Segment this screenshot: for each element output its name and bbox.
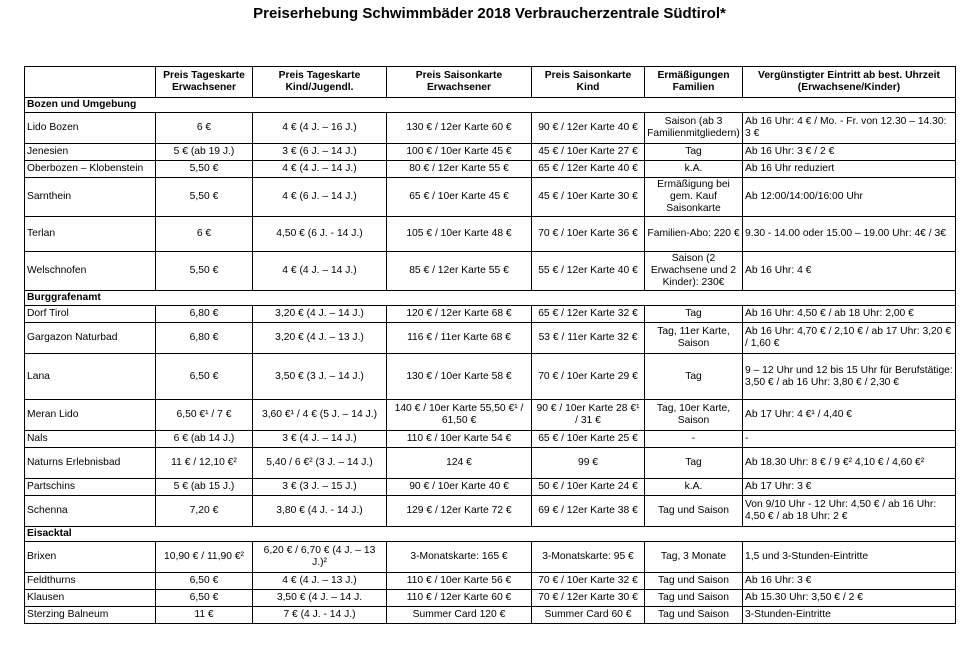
- adult-season-price-cell: 110 € / 10er Karte 56 €: [387, 573, 532, 590]
- child-day-price-cell: 3,20 € (4 J. – 13 J.): [253, 323, 387, 354]
- adult-season-price-cell: Summer Card 120 €: [387, 607, 532, 624]
- reduced-entry-cell: Ab 15.30 Uhr: 3,50 € / 2 €: [743, 590, 956, 607]
- reduced-entry-cell: Ab 16 Uhr: 4 €: [743, 252, 956, 291]
- adult-season-price-cell: 3-Monatskarte: 165 €: [387, 542, 532, 573]
- adult-day-price-cell: 5,50 €: [156, 161, 253, 178]
- family-discount-cell: -: [645, 431, 743, 448]
- family-discount-cell: Saison (ab 3 Familienmitgliedern): [645, 113, 743, 144]
- child-season-price-cell: 69 € / 12er Karte 38 €: [532, 496, 645, 527]
- child-day-price-cell: 4,50 € (6 J. - 14 J.): [253, 217, 387, 252]
- adult-day-price-cell: 5,50 €: [156, 252, 253, 291]
- table-row: [25, 542, 956, 573]
- adult-season-price-cell: 85 € / 12er Karte 55 €: [387, 252, 532, 291]
- section-title: Eisacktal: [25, 527, 956, 542]
- child-season-price-cell: 65 € / 10er Karte 25 €: [532, 431, 645, 448]
- child-season-price-cell: 55 € / 12er Karte 40 €: [532, 252, 645, 291]
- reduced-entry-cell: 9.30 - 14.00 oder 15.00 – 19.00 Uhr: 4€ / 3€: [743, 217, 956, 252]
- family-discount-cell: Tag, 10er Karte, Saison: [645, 400, 743, 431]
- column-header: Preis Tageskarte Erwachsener: [156, 67, 253, 98]
- adult-season-price-cell: 110 € / 12er Karte 60 €: [387, 590, 532, 607]
- pool-name-cell: Nals: [25, 431, 156, 448]
- reduced-entry-cell: Ab 16 Uhr: 4,50 € / ab 18 Uhr: 2,00 €: [743, 306, 956, 323]
- adult-season-price-cell: 130 € / 10er Karte 58 €: [387, 354, 532, 400]
- reduced-entry-cell: 1,5 und 3-Stunden-Eintritte: [743, 542, 956, 573]
- child-day-price-cell: 3,60 €¹ / 4 € (5 J. – 14 J.): [253, 400, 387, 431]
- table-row: [25, 479, 956, 496]
- family-discount-cell: Tag, 11er Karte, Saison: [645, 323, 743, 354]
- family-discount-cell: k.A.: [645, 161, 743, 178]
- adult-season-price-cell: 116 € / 11er Karte 68 €: [387, 323, 532, 354]
- family-discount-cell: Tag und Saison: [645, 573, 743, 590]
- child-day-price-cell: 3 € (3 J. – 15 J.): [253, 479, 387, 496]
- child-day-price-cell: 3,20 € (4 J. – 14 J.): [253, 306, 387, 323]
- family-discount-cell: Tag: [645, 144, 743, 161]
- child-season-price-cell: 45 € / 10er Karte 27 €: [532, 144, 645, 161]
- reduced-entry-cell: Ab 17 Uhr: 3 €: [743, 479, 956, 496]
- family-discount-cell: Tag: [645, 448, 743, 479]
- child-season-price-cell: 65 € / 12er Karte 32 €: [532, 306, 645, 323]
- page-title: Preiserhebung Schwimmbäder 2018 Verbraucherzentrale Südtirol*: [253, 5, 726, 22]
- column-header: Preis Saisonkarte Kind: [532, 67, 645, 98]
- family-discount-cell: Saison (2 Erwachsene und 2 Kinder): 230€: [645, 252, 743, 291]
- adult-season-price-cell: 65 € / 10er Karte 45 €: [387, 178, 532, 217]
- adult-season-price-cell: 110 € / 10er Karte 54 €: [387, 431, 532, 448]
- child-day-price-cell: 5,40 / 6 €² (3 J. – 14 J.): [253, 448, 387, 479]
- adult-season-price-cell: 129 € / 12er Karte 72 €: [387, 496, 532, 527]
- adult-season-price-cell: 100 € / 10er Karte 45 €: [387, 144, 532, 161]
- family-discount-cell: k.A.: [645, 479, 743, 496]
- pool-name-cell: Naturns Erlebnisbad: [25, 448, 156, 479]
- adult-season-price-cell: 90 € / 10er Karte 40 €: [387, 479, 532, 496]
- child-day-price-cell: 4 € (4 J. – 14 J.): [253, 161, 387, 178]
- column-header: Preis Saisonkarte Erwachsener: [387, 67, 532, 98]
- child-season-price-cell: 70 € / 10er Karte 29 €: [532, 354, 645, 400]
- pool-name-cell: Meran Lido: [25, 400, 156, 431]
- reduced-entry-cell: Ab 16 Uhr: 4,70 € / 2,10 € / ab 17 Uhr: 3,20 € / 1,60 €: [743, 323, 956, 354]
- table-row: [25, 607, 956, 624]
- column-header: Vergünstigter Eintritt ab best. Uhrzeit (Erwachsene/Kinder): [743, 67, 956, 98]
- adult-day-price-cell: 5 € (ab 15 J.): [156, 479, 253, 496]
- table-row: [25, 496, 956, 527]
- adult-season-price-cell: 105 € / 10er Karte 48 €: [387, 217, 532, 252]
- table-row: [25, 400, 956, 431]
- table-row: [25, 252, 956, 291]
- table-row: [25, 178, 956, 217]
- pool-name-cell: Brixen: [25, 542, 156, 573]
- adult-day-price-cell: 6,50 €: [156, 573, 253, 590]
- child-season-price-cell: 53 € / 11er Karte 32 €: [532, 323, 645, 354]
- reduced-entry-cell: Von 9/10 Uhr - 12 Uhr: 4,50 € / ab 16 Uhr: 4,50 € / ab 18 Uhr: 2 €: [743, 496, 956, 527]
- adult-day-price-cell: 7,20 €: [156, 496, 253, 527]
- section-header-row: [25, 527, 956, 542]
- table-body: [25, 98, 956, 624]
- child-season-price-cell: 50 € / 10er Karte 24 €: [532, 479, 645, 496]
- family-discount-cell: Tag, 3 Monate: [645, 542, 743, 573]
- adult-day-price-cell: 10,90 € / 11,90 €²: [156, 542, 253, 573]
- reduced-entry-cell: Ab 16 Uhr: 4 € / Mo. - Fr. von 12.30 – 14.30: 3 €: [743, 113, 956, 144]
- child-day-price-cell: 7 € (4 J. - 14 J.): [253, 607, 387, 624]
- family-discount-cell: Ermäßigung bei gem. Kauf Saisonkarte: [645, 178, 743, 217]
- pool-name-cell: Oberbozen – Klobenstein: [25, 161, 156, 178]
- child-day-price-cell: 6,20 € / 6,70 € (4 J. – 13 J.)²: [253, 542, 387, 573]
- price-table: [24, 66, 956, 624]
- section-title: Burggrafenamt: [25, 291, 956, 306]
- adult-day-price-cell: 6,50 €: [156, 590, 253, 607]
- child-day-price-cell: 3,50 € (4 J. – 14 J.: [253, 590, 387, 607]
- child-season-price-cell: Summer Card 60 €: [532, 607, 645, 624]
- adult-day-price-cell: 11 € / 12,10 €²: [156, 448, 253, 479]
- pool-name-cell: Sterzing Balneum: [25, 607, 156, 624]
- family-discount-cell: Tag: [645, 354, 743, 400]
- adult-season-price-cell: 120 € / 12er Karte 68 €: [387, 306, 532, 323]
- adult-season-price-cell: 130 € / 12er Karte 60 €: [387, 113, 532, 144]
- section-title: Bozen und Umgebung: [25, 98, 956, 113]
- child-season-price-cell: 90 € / 10er Karte 28 €¹ / 31 €: [532, 400, 645, 431]
- pool-name-cell: Lana: [25, 354, 156, 400]
- table-row: [25, 217, 956, 252]
- pool-name-cell: Jenesien: [25, 144, 156, 161]
- child-season-price-cell: 3-Monatskarte: 95 €: [532, 542, 645, 573]
- table-row: [25, 323, 956, 354]
- adult-day-price-cell: 5,50 €: [156, 178, 253, 217]
- pool-name-cell: Partschins: [25, 479, 156, 496]
- table-row: [25, 354, 956, 400]
- adult-day-price-cell: 6,80 €: [156, 306, 253, 323]
- table-row: [25, 590, 956, 607]
- reduced-entry-cell: Ab 18.30 Uhr: 8 € / 9 €² 4,10 € / 4,60 €²: [743, 448, 956, 479]
- child-day-price-cell: 4 € (4 J. – 14 J.): [253, 252, 387, 291]
- adult-day-price-cell: 6,50 €: [156, 354, 253, 400]
- pool-name-cell: Lido Bozen: [25, 113, 156, 144]
- adult-day-price-cell: 11 €: [156, 607, 253, 624]
- pool-name-cell: Gargazon Naturbad: [25, 323, 156, 354]
- table-row: [25, 113, 956, 144]
- reduced-entry-cell: 3-Stunden-Eintritte: [743, 607, 956, 624]
- child-season-price-cell: 99 €: [532, 448, 645, 479]
- reduced-entry-cell: Ab 16 Uhr: 3 € / 2 €: [743, 144, 956, 161]
- child-season-price-cell: 90 € / 12er Karte 40 €: [532, 113, 645, 144]
- column-header: [25, 67, 156, 98]
- section-header-row: [25, 291, 956, 306]
- reduced-entry-cell: Ab 17 Uhr: 4 €¹ / 4,40 €: [743, 400, 956, 431]
- table-row: [25, 306, 956, 323]
- family-discount-cell: Tag: [645, 306, 743, 323]
- table-row: [25, 431, 956, 448]
- child-day-price-cell: 4 € (4 J. – 13 J.): [253, 573, 387, 590]
- table-row: [25, 573, 956, 590]
- adult-day-price-cell: 5 € (ab 19 J.): [156, 144, 253, 161]
- family-discount-cell: Familien-Abo: 220 €: [645, 217, 743, 252]
- section-header-row: [25, 98, 956, 113]
- family-discount-cell: Tag und Saison: [645, 496, 743, 527]
- child-day-price-cell: 3,80 € (4 J. - 14 J.): [253, 496, 387, 527]
- adult-day-price-cell: 6,80 €: [156, 323, 253, 354]
- adult-day-price-cell: 6 €: [156, 113, 253, 144]
- table-row: [25, 144, 956, 161]
- child-season-price-cell: 70 € / 12er Karte 30 €: [532, 590, 645, 607]
- child-day-price-cell: 3,50 € (3 J. – 14 J.): [253, 354, 387, 400]
- pool-name-cell: Feldthurns: [25, 573, 156, 590]
- table-row: [25, 161, 956, 178]
- child-day-price-cell: 4 € (6 J. – 14 J.): [253, 178, 387, 217]
- child-day-price-cell: 3 € (6 J. – 14 J.): [253, 144, 387, 161]
- child-season-price-cell: 70 € / 10er Karte 36 €: [532, 217, 645, 252]
- pool-name-cell: Dorf Tirol: [25, 306, 156, 323]
- child-day-price-cell: 4 € (4 J. – 16 J.): [253, 113, 387, 144]
- adult-season-price-cell: 140 € / 10er Karte 55,50 €¹ / 61,50 €: [387, 400, 532, 431]
- child-season-price-cell: 70 € / 10er Karte 32 €: [532, 573, 645, 590]
- column-header: Ermäßigungen Familien: [645, 67, 743, 98]
- adult-season-price-cell: 80 € / 12er Karte 55 €: [387, 161, 532, 178]
- reduced-entry-cell: 9 – 12 Uhr und 12 bis 15 Uhr für Berufstätige: 3,50 € / ab 16 Uhr: 3,80 € / 2,30 €: [743, 354, 956, 400]
- child-season-price-cell: 65 € / 12er Karte 40 €: [532, 161, 645, 178]
- family-discount-cell: Tag und Saison: [645, 607, 743, 624]
- adult-day-price-cell: 6 € (ab 14 J.): [156, 431, 253, 448]
- pool-name-cell: Schenna: [25, 496, 156, 527]
- adult-day-price-cell: 6 €: [156, 217, 253, 252]
- table-row: [25, 448, 956, 479]
- reduced-entry-cell: Ab 16 Uhr reduziert: [743, 161, 956, 178]
- reduced-entry-cell: Ab 12:00/14:00/16:00 Uhr: [743, 178, 956, 217]
- header-row: [25, 67, 956, 98]
- column-header: Preis Tageskarte Kind/Jugendl.: [253, 67, 387, 98]
- child-day-price-cell: 3 € (4 J. – 14 J.): [253, 431, 387, 448]
- pool-name-cell: Terlan: [25, 217, 156, 252]
- child-season-price-cell: 45 € / 10er Karte 30 €: [532, 178, 645, 217]
- pool-name-cell: Welschnofen: [25, 252, 156, 291]
- adult-season-price-cell: 124 €: [387, 448, 532, 479]
- pool-name-cell: Sarnthein: [25, 178, 156, 217]
- pool-name-cell: Klausen: [25, 590, 156, 607]
- family-discount-cell: Tag und Saison: [645, 590, 743, 607]
- reduced-entry-cell: -: [743, 431, 956, 448]
- adult-day-price-cell: 6,50 €¹ / 7 €: [156, 400, 253, 431]
- reduced-entry-cell: Ab 16 Uhr: 3 €: [743, 573, 956, 590]
